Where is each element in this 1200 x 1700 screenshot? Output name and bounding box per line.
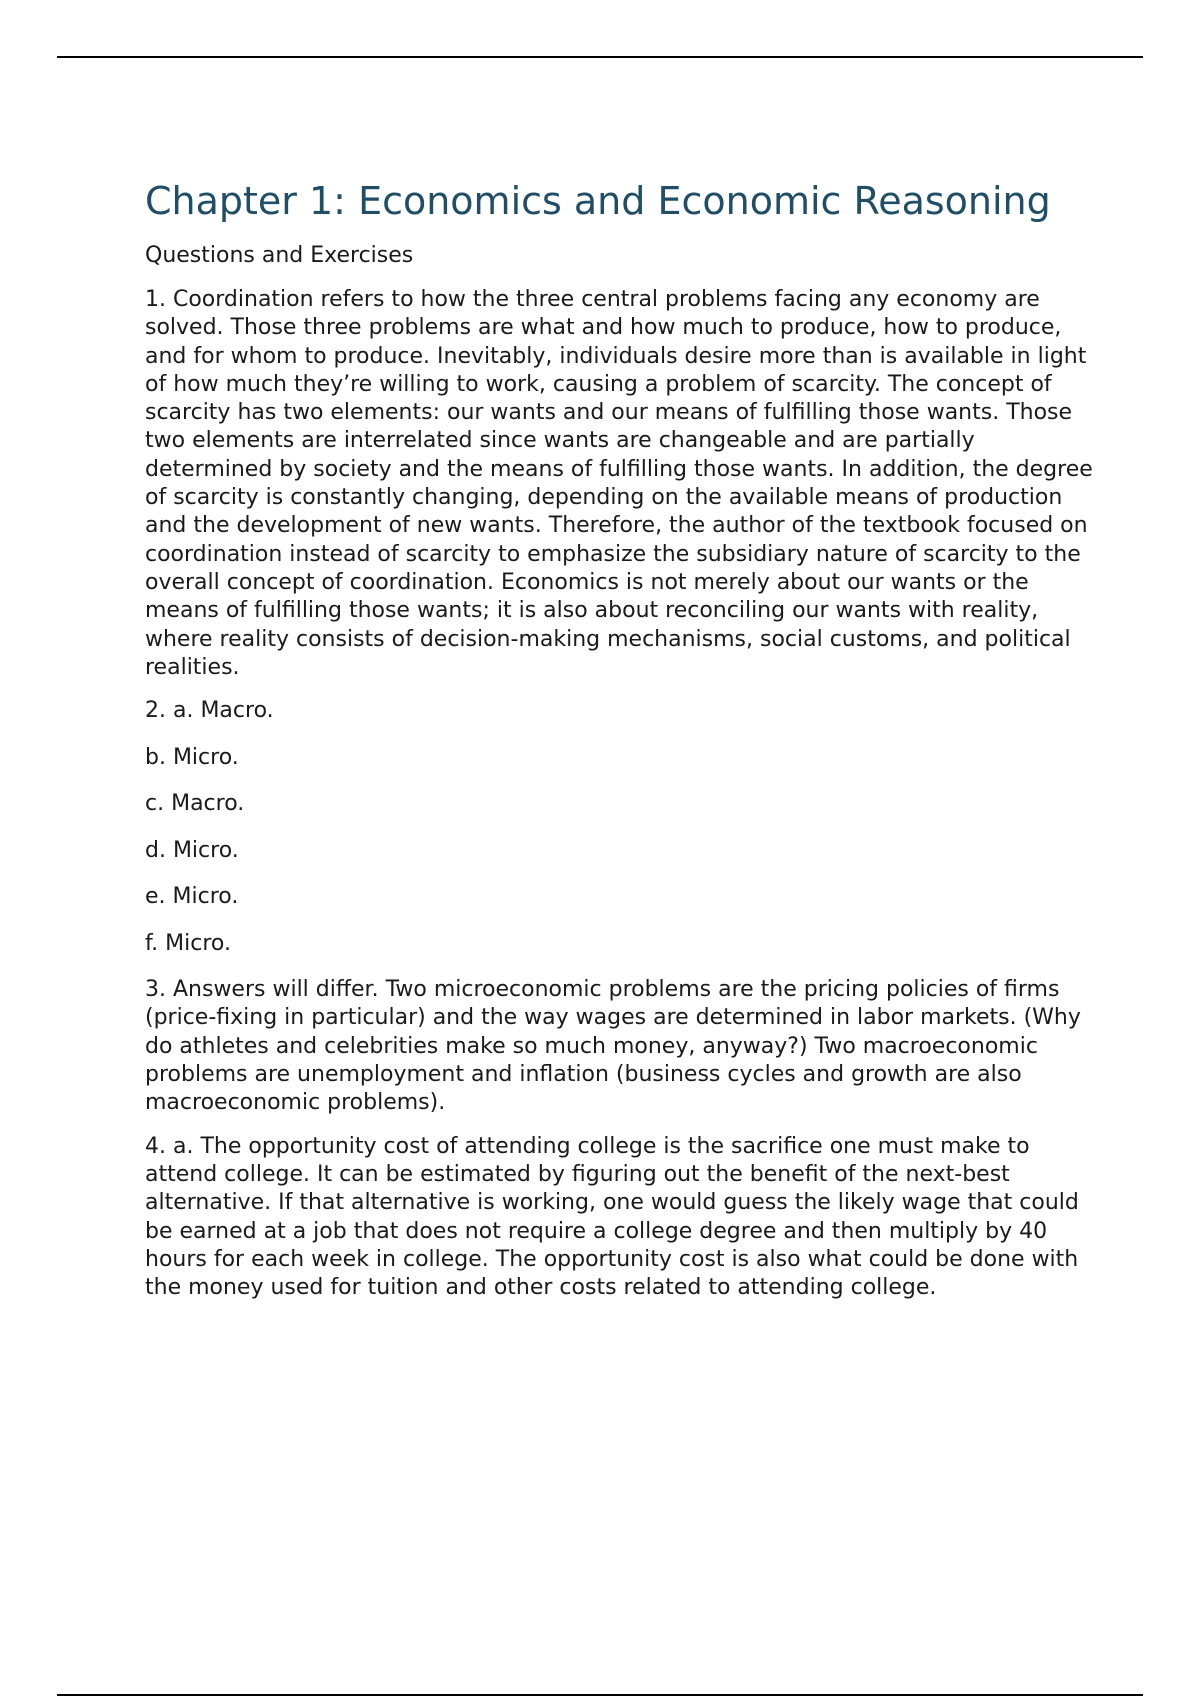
answer-2e: e. Micro. [145,884,239,910]
answer-2c: c. Macro. [145,791,245,817]
chapter-title: Chapter 1: Economics and Economic Reasoning [145,179,1051,223]
answer-2d: d. Micro. [145,837,239,863]
answer-4: 4. a. The opportunity cost of attending college is the sacrifice one must make to attend college. It can be estimated by figuring out the benefit of the next-best alternative. If that alternative is working, one would guess the likely wage that could be earned at a job that does not require a college degree and then multiply by 40 hours for each week in college. The opportunity cost is also what could be done with the money used for tuition and other costs related to attending college. [145,1133,1079,1301]
section-subtitle: Questions and Exercises [145,243,414,268]
bottom-rule [57,1694,1143,1696]
answer-2b: b. Micro. [145,744,239,770]
answer-2f: f. Micro. [145,930,231,956]
answer-2a: 2. a. Macro. [145,698,274,724]
answer-3: 3. Answers will differ. Two microeconomic problems are the pricing policies of firms (price-fixing in particular) and the way wages are determined in labor markets. (Why do athletes and celebrities make so much money, anyway?) Two macroeconomic problems are unemployment and inflation (business cycles and growth are also macroeconomic problems). [145,977,1081,1116]
document-body [145,178,1095,1317]
answer-1: 1. Coordination refers to how the three central problems facing any economy are solved. Those three problems are what and how much to produce, how to produce, and for whom to produce. Inevitably, individuals desire more than is available in light of how much they’re willing to work, causing a problem of scarcity. The concept of scarcity has two elements: our wants and our means of fulfilling those wants. Those two elements are interrelated since wants are changeable and are partially determined by society and the means of fulfilling those wants. In addition, the degree of scarcity is constantly changing, depending on the available means of production and the development of new wants. Therefore, the author of the textbook focused on coordination instead of scarcity to emphasize the subsidiary nature of scarcity to the overall concept of coordination. Economics is not merely about our wants or the means of fulfilling those wants; it is also about reconciling our wants with reality, where reality consists of decision-making mechanisms, social customs, and political realities. [145,287,1093,680]
top-rule [57,56,1143,58]
